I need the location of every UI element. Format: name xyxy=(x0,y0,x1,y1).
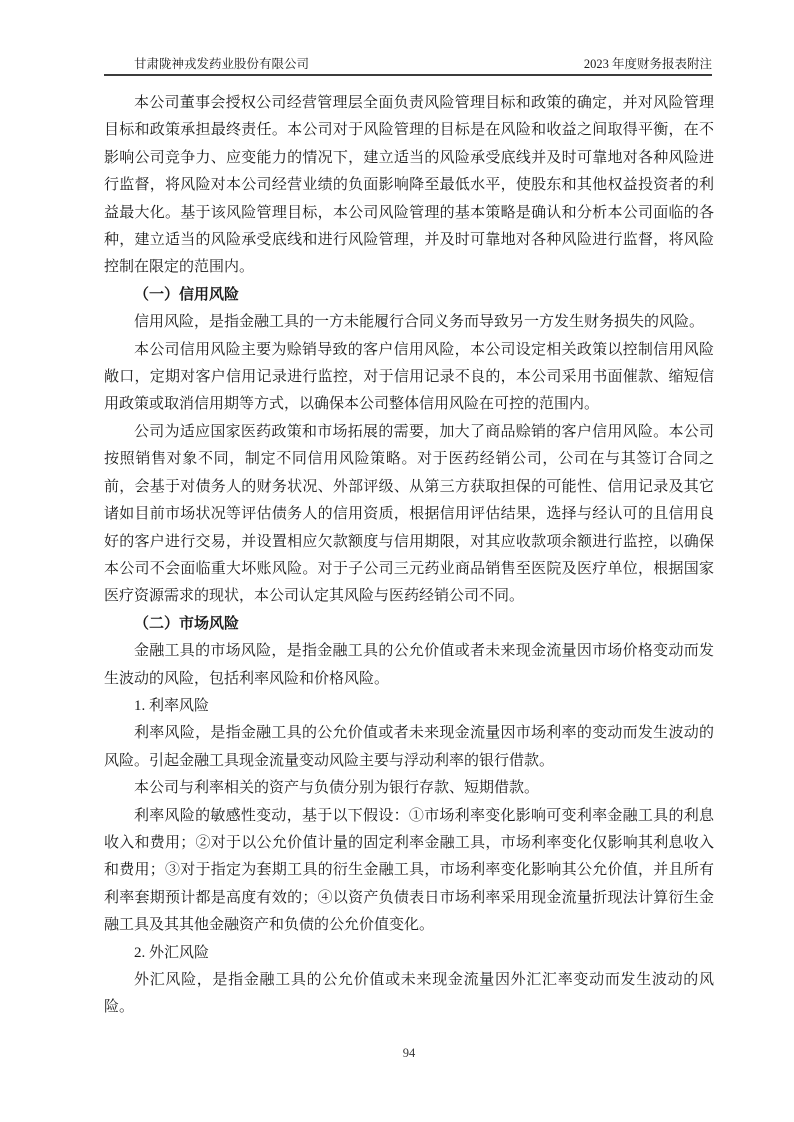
sub-item-heading: 1. 利率风险 xyxy=(134,697,210,714)
header-rule xyxy=(104,74,712,76)
page-header xyxy=(104,56,714,74)
section-heading: （一）信用风险 xyxy=(134,286,240,303)
company-name: 甘肃陇神戎发药业股份有限公司 xyxy=(134,57,310,71)
document-body xyxy=(104,90,714,1022)
page-footer xyxy=(104,1046,714,1061)
paragraph: 公司为适应国家医药政策和市场拓展的需要，加大了商品赊销的客户信用风险。本公司按照销售对象不同，制定不同信用风险策略。对于医药经销公司，公司在与其签订合同之前，会基于对债务人的财务状况、外部评级、从第三方获取担保的可能性、信用记录及其它诸如目前市场状况等评估债务人的信用资质，根据信用评估结果，选择与经认可的且信用良好的客户进行交易，并设置相应欠款额度与信用期限，对其应收款项余额进行监控，以确保本公司不会面临重大坏账风险。对于子公司三元药业商品销售至医院及医疗单位，根据国家医疗资源需求的现状，本公司认定其风险与医药经销公司不同。 xyxy=(104,423,714,605)
paragraph: 利率风险，是指金融工具的公允价值或者未来现金流量因市场利率的变动而发生波动的风险。引起金融工具现金流量变动风险主要与浮动利率的银行借款。 xyxy=(104,725,714,769)
paragraph: 信用风险，是指金融工具的一方未能履行合同义务而导致另一方发生财务损失的风险。 xyxy=(134,314,705,331)
paragraph: 利率风险的敏感性变动，基于以下假设：①市场利率变化影响可变利率金融工具的利息收入和费用；②对于以公允价值计量的固定利率金融工具，市场利率变化仅影响其利息收入和费用；③对于指定为套期工具的衍生金融工具，市场利率变化影响其公允价值，并且所有利率套期预计都是高度有效的；④以资产负债表日市场利率采用现金流量折现法计算衍生金融工具及其其他金融资产和负债的公允价值变化。 xyxy=(104,807,714,934)
paragraph: 外汇风险，是指金融工具的公允价值或未来现金流量因外汇汇率变动而发生波动的风险。 xyxy=(104,972,714,1016)
paragraph: 金融工具的市场风险，是指金融工具的公允价值或者未来现金流量因市场价格变动而发生波动的风险，包括利率风险和价格风险。 xyxy=(104,643,714,687)
paragraph: 本公司信用风险主要为赊销导致的客户信用风险，本公司设定相关政策以控制信用风险敞口，定期对客户信用记录进行监控，对于信用记录不良的，本公司采用书面催款、缩短信用政策或取消信用期等方式，以确保本公司整体信用风险在可控的范围内。 xyxy=(104,341,714,413)
paragraph: 本公司董事会授权公司经营管理层全面负责风险管理目标和政策的确定，并对风险管理目标和政策承担最终责任。本公司对于风险管理的目标是在风险和收益之间取得平衡，在不影响公司竞争力、应变能力的情况下，建立适当的风险承受底线并及时可靠地对各种风险进行监督，将风险对本公司经营业绩的负面影响降至最低水平，使股东和其他权益投资者的利益最大化。基于该风险管理目标，本公司风险管理的基本策略是确认和分析本公司面临的各种，建立适当的风险承受底线和进行风险管理，并及时可靠地对各种风险进行监督，将风险控制在限定的范围内。 xyxy=(104,95,714,276)
report-title: 2023 年度财务报表附注 xyxy=(583,57,712,71)
page-number: 94 xyxy=(402,1046,416,1060)
sub-item-heading: 2. 外汇风险 xyxy=(134,944,210,961)
section-heading: （二）市场风险 xyxy=(134,615,240,632)
paragraph: 本公司与利率相关的资产与负债分别为银行存款、短期借款。 xyxy=(134,780,540,797)
